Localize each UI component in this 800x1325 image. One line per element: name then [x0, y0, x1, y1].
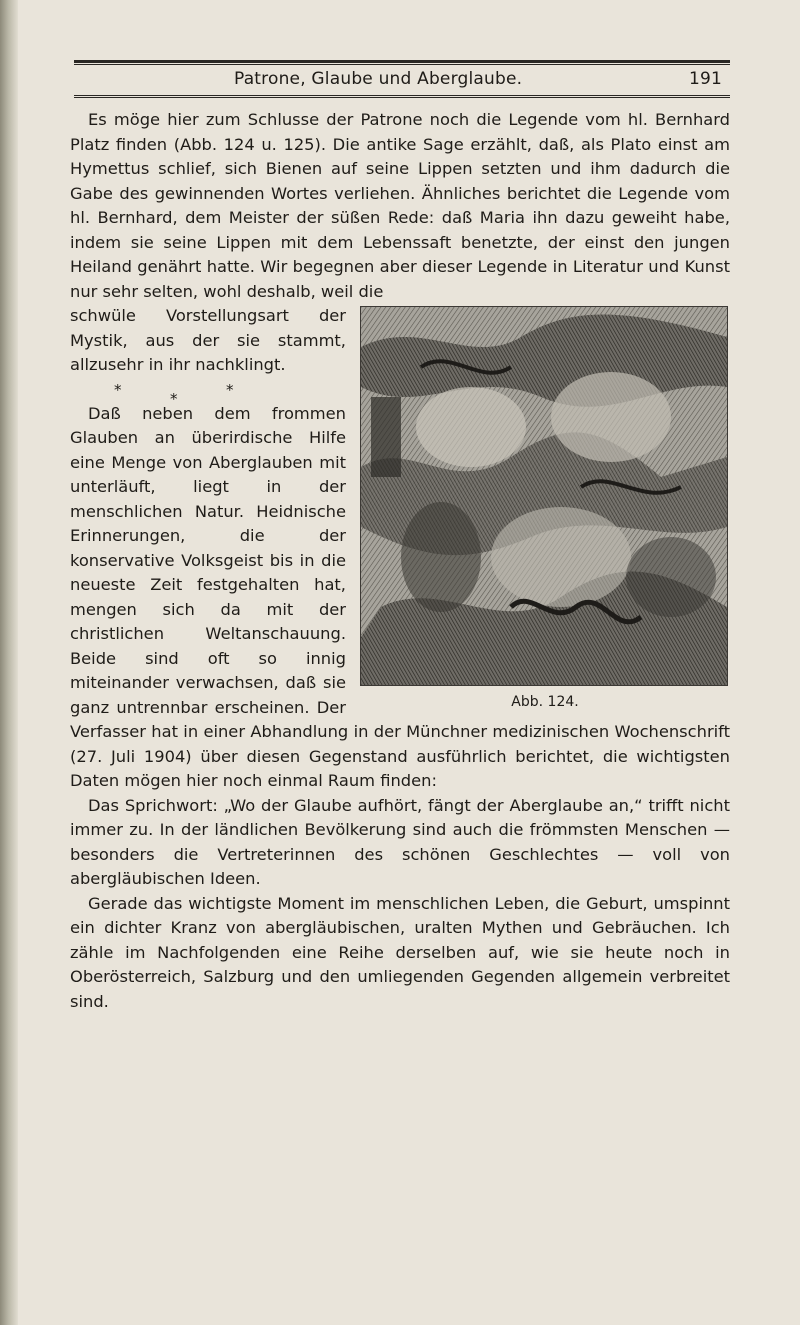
figure-abb-124 [360, 306, 730, 712]
separator-star-middle: * [170, 389, 178, 408]
paragraph-proverb: Das Sprichwort: „Wo der Glaube aufhört, fängt der Aberglaube an,“ trifft nicht immer zu. In der ländlichen Bevölkerung sind auch die frömmsten Menschen — besonders die Vertreterinnen des schönen Geschlechtes — voll von abergläubischen Ideen. [70, 795, 730, 888]
running-header [70, 65, 730, 95]
page-number: 191 [688, 69, 722, 89]
separator-star-right: * [226, 380, 234, 399]
paragraph-legend: Es möge hier zum Schlusse der Patrone noch die Legende vom hl. Bernhard Platz finden (Abb. 124 u. 125). Die antike Sage erzählt, daß, als Plato einst am Hymettus schlief, sich Bienen auf seine Lippen setzten und ihm dadurch die Gabe des gewinnenden Wortes verliehen. Ähnliches berichtet die Legende vom hl. Bernhard, dem Meister der süßen Rede: daß Maria ihn dazu geweiht habe, indem sie seine Lippen mit dem Lebenssaft benetzte, der einst den jungen Heiland genährt hatte. Wir begegnen aber dieser Legende in Literatur und Kunst nur sehr selten, wohl deshalb, weil die [70, 110, 730, 301]
paragraph-legend-continued: schwüle Vorstellungsart der Mystik, aus der sie stammt, allzusehr in ihr nachklingt. [70, 306, 346, 374]
body-text [70, 108, 730, 1014]
figure-caption: Abb. 124. [511, 694, 579, 710]
page-binding-edge [0, 0, 18, 1325]
section-separator [70, 378, 730, 408]
header-rule-bottom-thin [74, 97, 730, 98]
book-page [70, 60, 730, 1014]
paragraph-superstition: Daß neben dem frommen Glauben an überirdische Hilfe eine Menge von Aberglauben mit unterläuft, liegt in der menschlichen Natur. Heidnische Erinnerungen, die der konservative Volksgeist bis in die neueste Zeit festgehalten hat, mengen sich da mit der christlichen Weltanschauung. Beide sind oft so innig miteinander verwachsen, daß sie ganz untrennbar erscheinen. Der Verfasser hat in einer Abhandlung in der Münchner medizinischen Wochenschrift (27. Juli 1904) über diesen Gegenstand ausführlich berichtet, die wichtigsten Daten mögen hier noch einmal Raum finden: [70, 403, 730, 790]
header-rule-top [74, 60, 730, 63]
separator-star-left: * [114, 380, 122, 399]
engraving-illustration-icon [360, 306, 728, 686]
running-title: Patrone, Glaube und Aberglaube. [234, 69, 523, 89]
paragraph-birth: Gerade das wichtigste Moment im menschlichen Leben, die Geburt, umspinnt ein dichter Kranz von abergläubischen, uralten Mythen und Gebräuchen. Ich zähle im Nachfolgenden eine Reihe derselben auf, wie sie heute noch in Oberösterreich, Salzburg und den umliegenden Gegenden allgemein verbreitet sind. [70, 893, 730, 1011]
header-rule-bottom [74, 95, 730, 96]
